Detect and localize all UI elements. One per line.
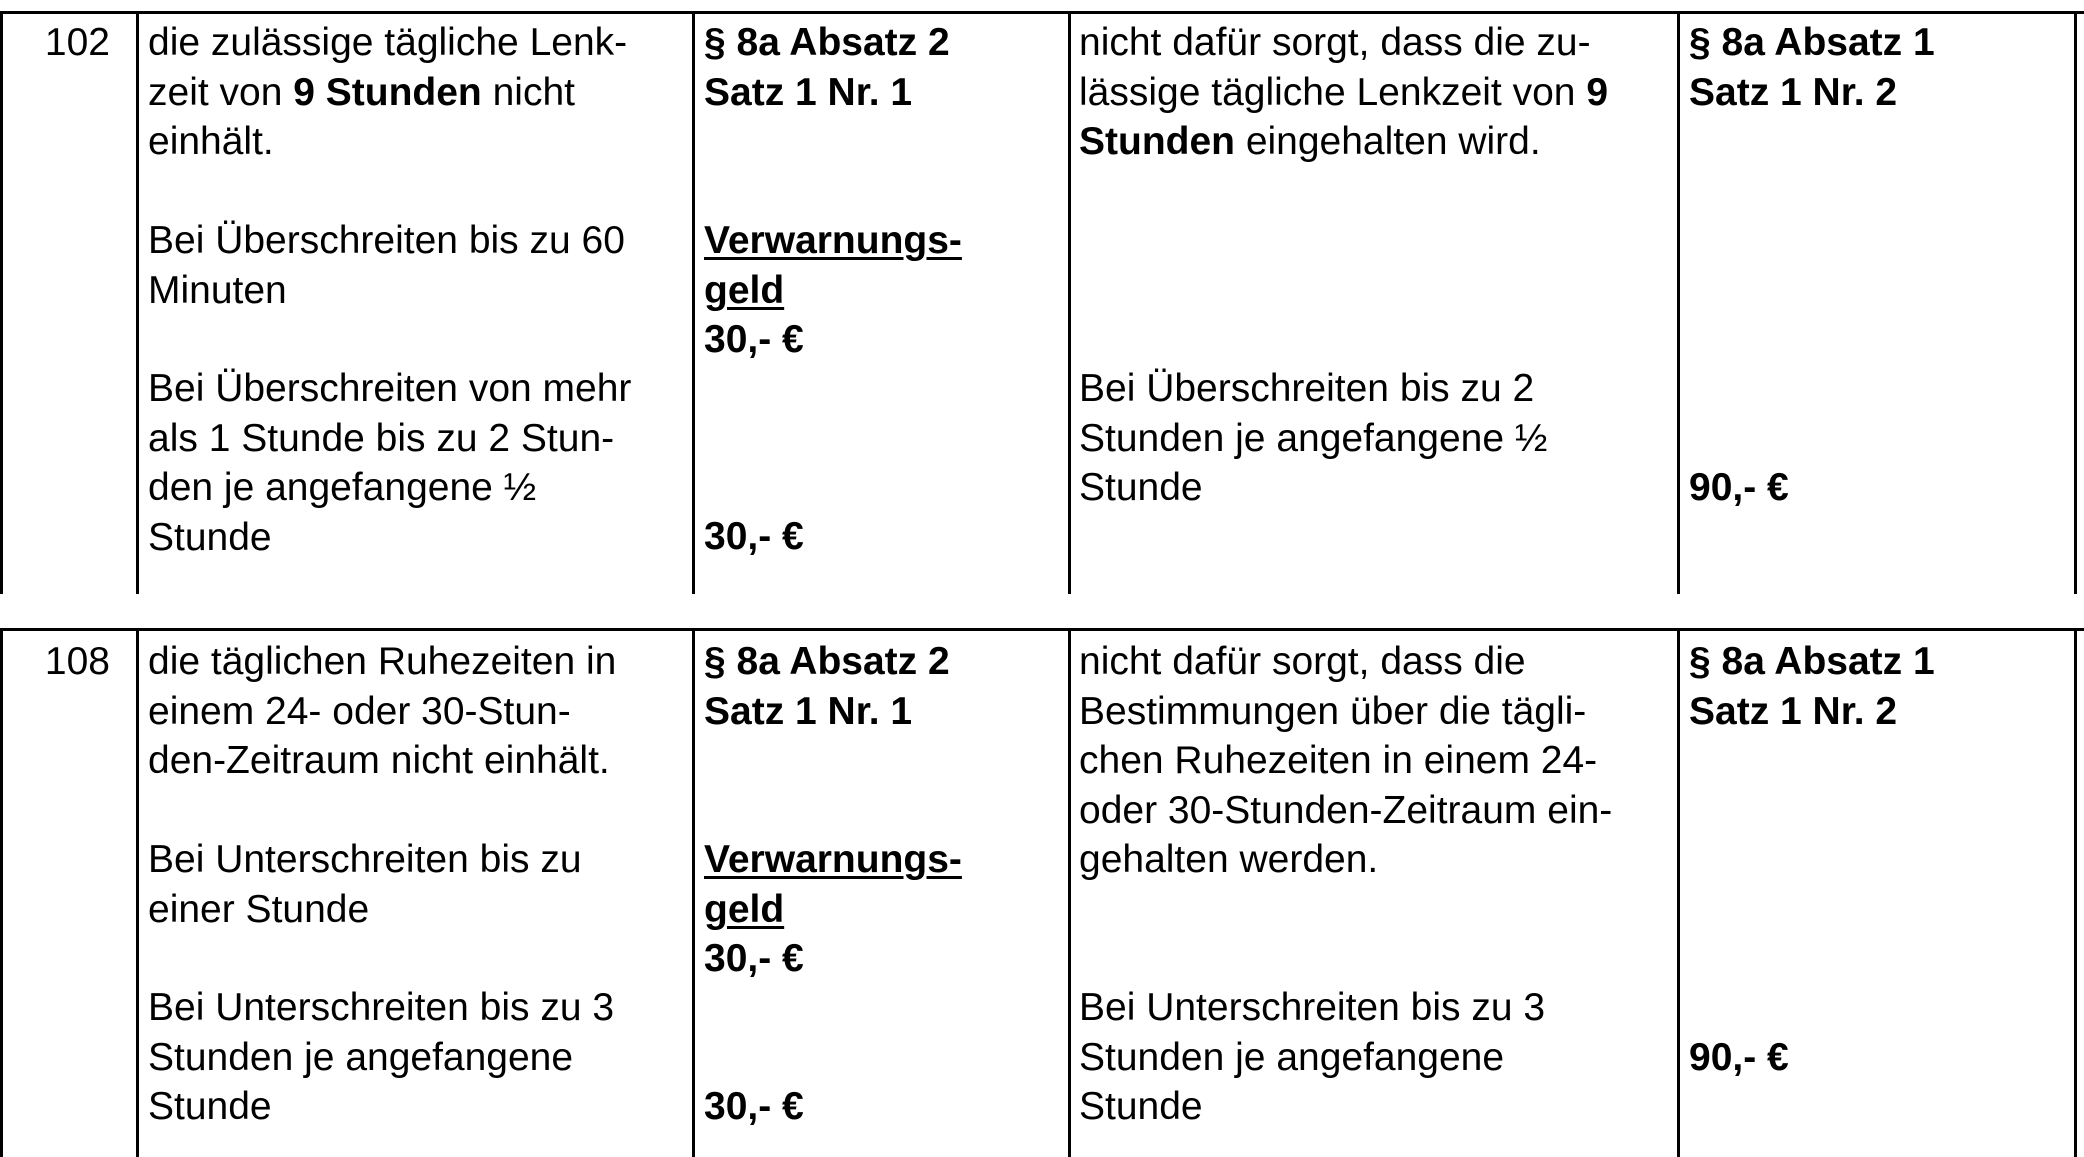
fine-amount: 30,- € bbox=[704, 515, 804, 558]
column-divider bbox=[1677, 14, 1680, 594]
responsibility-line: oder 30-Stunden-Zeitraum ein- bbox=[1079, 788, 1613, 832]
column-divider bbox=[136, 14, 139, 594]
responsibility-line: nicht dafür sorgt, dass die bbox=[1079, 640, 1526, 683]
offense-line: die zulässige tägliche Lenk- bbox=[148, 21, 628, 64]
legal-reference-line: § 8a Absatz 1 bbox=[1689, 640, 1935, 683]
sub-case-line: Stunden je angefangene ½ bbox=[1079, 416, 1548, 460]
responsibility-line bbox=[1079, 117, 1608, 167]
bold-span: Stunden bbox=[1079, 120, 1235, 163]
column-divider bbox=[136, 631, 139, 1157]
column-divider bbox=[2074, 631, 2077, 1157]
column-divider bbox=[1677, 631, 1680, 1157]
column-divider bbox=[1068, 14, 1071, 594]
responsibility-description bbox=[1079, 18, 1608, 167]
legal-reference-line: § 8a Absatz 2 bbox=[704, 640, 950, 683]
column-divider bbox=[1068, 631, 1071, 1157]
legal-reference bbox=[1689, 637, 1935, 736]
sub-case-line: Stunde bbox=[1079, 1085, 1203, 1128]
bold-span: 9 bbox=[1586, 70, 1609, 114]
row-number: 102 bbox=[44, 21, 110, 64]
sub-case-line: Bei Unterschreiten bis zu 3 bbox=[148, 986, 615, 1029]
responsibility-line: Bestimmungen über die tägli- bbox=[1079, 689, 1587, 733]
sub-case-line: Bei Überschreiten von mehr bbox=[148, 367, 632, 410]
column-divider bbox=[0, 631, 3, 1157]
responsibility-line bbox=[1079, 68, 1608, 118]
sub-case-line: Stunde bbox=[1079, 466, 1203, 509]
sub-case-line: Stunde bbox=[148, 1085, 272, 1128]
offense-line bbox=[148, 68, 627, 118]
text-span: nicht bbox=[481, 70, 575, 114]
offense-line: einhält. bbox=[148, 120, 274, 163]
fine-amount: 90,- € bbox=[1689, 466, 1789, 509]
offense-description bbox=[148, 637, 616, 786]
warning-fee bbox=[704, 216, 962, 365]
sub-case-line: Minuten bbox=[148, 268, 287, 312]
offense-description bbox=[148, 18, 627, 167]
sub-case-line: Bei Überschreiten bis zu 2 bbox=[1079, 367, 1535, 410]
legal-reference-line: § 8a Absatz 2 bbox=[704, 21, 950, 64]
text-span: zeit von bbox=[148, 70, 294, 114]
text-span: lässige tägliche Lenkzeit von bbox=[1079, 70, 1587, 114]
responsibility-line: chen Ruhezeiten in einem 24- bbox=[1079, 739, 1598, 782]
warning-fee bbox=[704, 835, 962, 984]
legal-reference-line: Satz 1 Nr. 2 bbox=[1689, 689, 1898, 733]
sub-case-line: den je angefangene ½ bbox=[148, 466, 537, 509]
fine-amount: 30,- € bbox=[704, 937, 804, 980]
sub-case-line: einer Stunde bbox=[148, 887, 370, 931]
legal-reference-line: Satz 1 Nr. 2 bbox=[1689, 70, 1898, 114]
responsibility-sub-case bbox=[1079, 983, 1545, 1132]
fine-amount: 90,- € bbox=[1689, 1036, 1789, 1079]
table-row-108 bbox=[0, 628, 2084, 1157]
offense-sub-case-2 bbox=[148, 364, 631, 562]
legal-reference bbox=[704, 637, 950, 736]
responsibility-description bbox=[1079, 637, 1612, 885]
sub-case-line: als 1 Stunde bis zu 2 Stun- bbox=[148, 416, 615, 460]
warning-fee-label: geld bbox=[704, 268, 785, 312]
legal-reference bbox=[704, 18, 950, 117]
fine-amount: 30,- € bbox=[704, 318, 804, 361]
sub-case-line: Stunden je angefangene bbox=[1079, 1035, 1505, 1079]
offense-line: einem 24- oder 30-Stun- bbox=[148, 689, 571, 733]
sub-case-line: Bei Unterschreiten bis zu bbox=[148, 838, 582, 881]
column-divider bbox=[2074, 14, 2077, 594]
legal-reference-line: Satz 1 Nr. 1 bbox=[704, 689, 913, 733]
bold-span: 9 Stunden bbox=[293, 70, 482, 114]
responsibility-line: gehalten werden. bbox=[1079, 838, 1379, 881]
text-span: eingehalten wird. bbox=[1234, 120, 1541, 163]
column-divider bbox=[692, 631, 695, 1157]
offense-sub-case-1 bbox=[148, 835, 582, 934]
fine-amount: 30,- € bbox=[704, 1085, 804, 1128]
legal-reference-line: § 8a Absatz 1 bbox=[1689, 21, 1935, 64]
warning-fee-label: Verwarnungs- bbox=[704, 219, 962, 262]
table-row-102 bbox=[0, 11, 2084, 594]
responsibility-line: nicht dafür sorgt, dass die zu- bbox=[1079, 21, 1591, 64]
legal-reference bbox=[1689, 18, 1935, 117]
row-number: 108 bbox=[44, 640, 110, 683]
offense-sub-case-2 bbox=[148, 983, 614, 1132]
sub-case-line: Stunden je angefangene bbox=[148, 1035, 574, 1079]
offense-sub-case-1 bbox=[148, 216, 625, 315]
warning-fee-label: geld bbox=[704, 887, 785, 931]
responsibility-sub-case bbox=[1079, 364, 1547, 513]
sub-case-line: Stunde bbox=[148, 515, 272, 559]
column-divider bbox=[0, 14, 3, 594]
legal-reference-line: Satz 1 Nr. 1 bbox=[704, 70, 913, 114]
sub-case-line: Bei Überschreiten bis zu 60 bbox=[148, 219, 625, 262]
warning-fee-label: Verwarnungs- bbox=[704, 838, 962, 881]
column-divider bbox=[692, 14, 695, 594]
sub-case-line: Bei Unterschreiten bis zu 3 bbox=[1079, 986, 1546, 1029]
offense-line: die täglichen Ruhezeiten in bbox=[148, 640, 617, 683]
offense-line: den-Zeitraum nicht einhält. bbox=[148, 739, 610, 782]
